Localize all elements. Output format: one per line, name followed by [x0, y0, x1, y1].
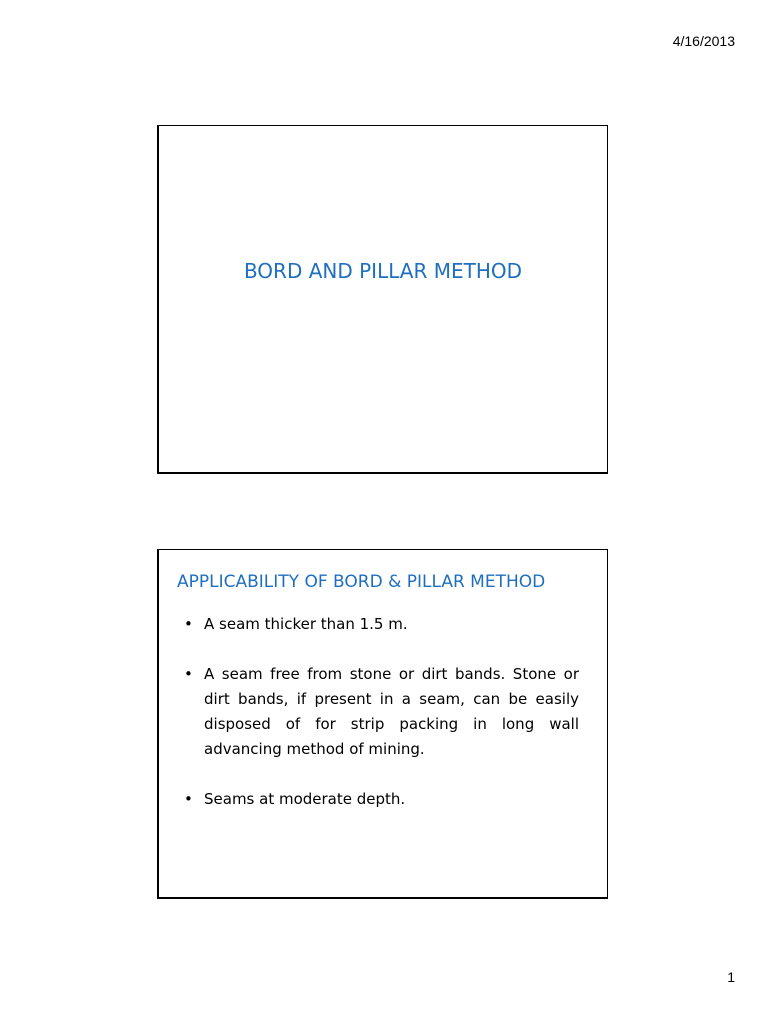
bullet-text: A seam free from stone or dirt bands. Stone or dirt bands, if present in a seam, can be easily disposed of for strip packing in long wall advancing method of mining. [204, 665, 579, 758]
bullet-text: Seams at moderate depth. [204, 790, 406, 808]
applicability-slide [157, 549, 608, 899]
list-item [184, 612, 579, 637]
list-item [184, 787, 579, 812]
bullet-list [184, 612, 579, 837]
bullet-icon: • [184, 790, 193, 808]
bullet-icon: • [184, 665, 193, 683]
slide-title: BORD AND PILLAR METHOD [243, 259, 523, 283]
slide-heading: APPLICABILITY OF BORD & PILLAR METHOD [177, 572, 546, 592]
page-date: 4/16/2013 [672, 33, 735, 49]
list-item [184, 662, 579, 762]
page-number: 1 [727, 969, 735, 985]
bullet-icon: • [184, 615, 193, 633]
title-slide [157, 125, 608, 474]
bullet-text: A seam thicker than 1.5 m. [204, 615, 408, 633]
